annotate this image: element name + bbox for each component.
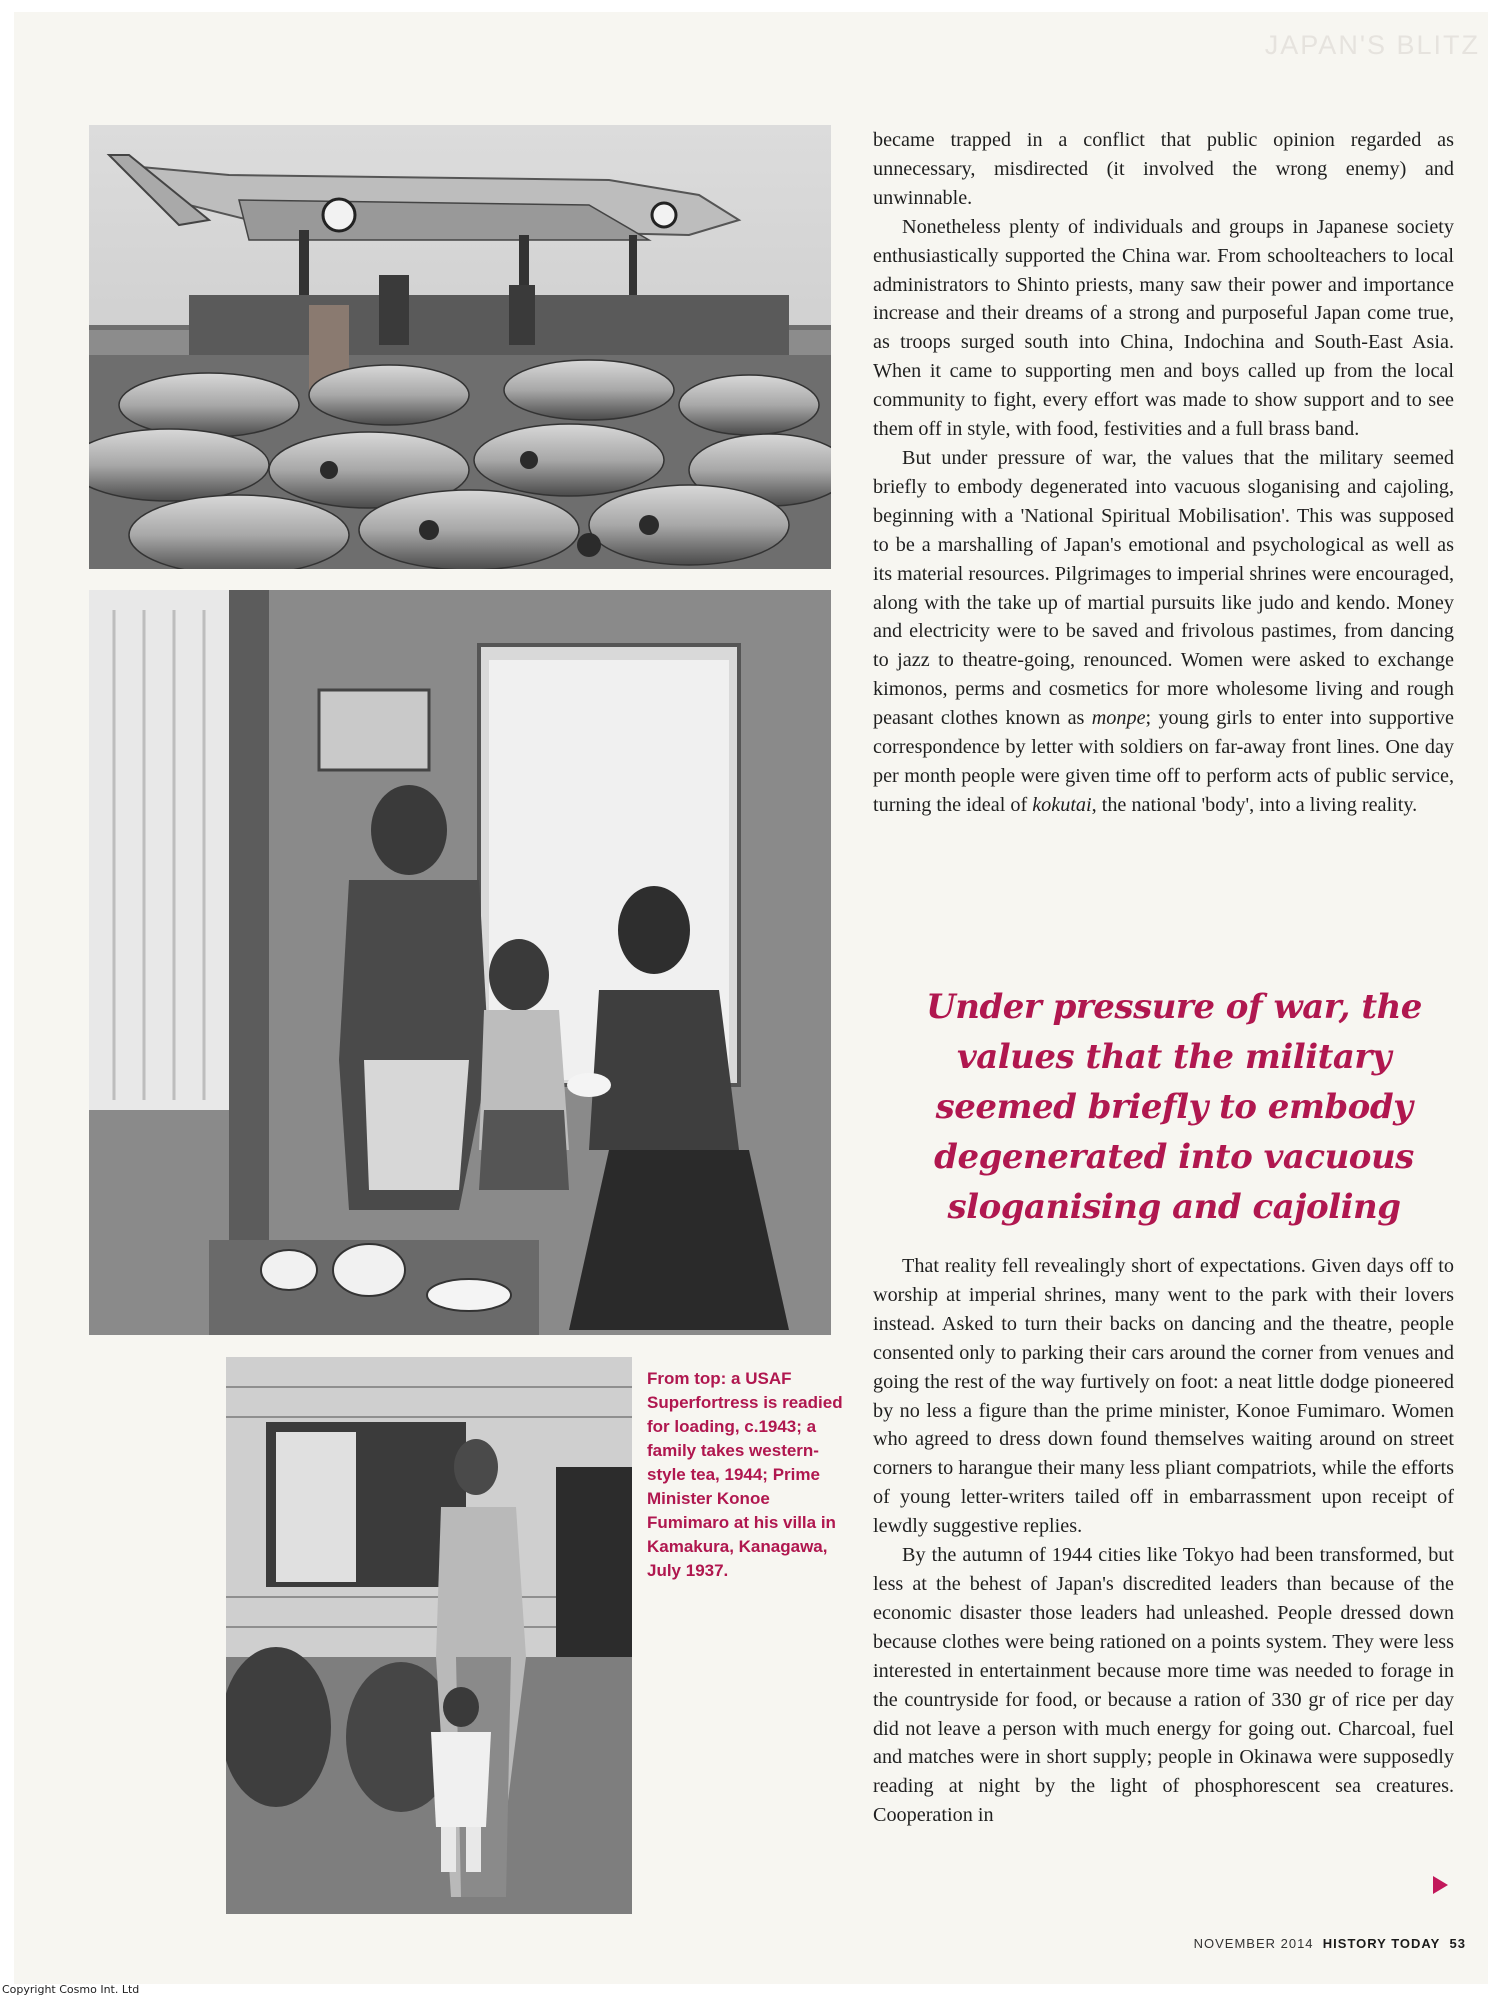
photo-caption: From top: a USAF Superfortress is readied for loading, c.1943; a family takes western-style tea, 1944; Prime Minister Konoe Fumimaro at his villa in Kamakura, Kanagawa, July 1937. [647, 1369, 843, 1580]
paragraph-1: became trapped in a conflict that public opinion regarded as unnecessary, misdirected (it involved the wrong enemy) and unwinnable. [873, 129, 1454, 209]
magazine-page [14, 12, 1488, 1984]
photo-konoe-fumimaro [226, 1357, 632, 1914]
paragraph-2: Nonetheless plenty of individuals and groups in Japanese society enthusiastically supported the China war. From schoolteachers to local administrators to Shinto priests, many saw their power and importance increase and their dreams of a strong and purposeful Japan come true, as troops surged south into China, Indochina and South-East Asia. When it came to supporting men and boys called up from the local community to fight, every effort was made to show support and to see them off in style, with food, festivities and a full brass band. [873, 215, 1454, 441]
konoe-image [226, 1357, 632, 1914]
page-footer [1194, 1936, 1466, 1951]
copyright-notice: Copyright Cosmo Int. Ltd [2, 1983, 140, 1996]
article-column-top [873, 126, 1454, 820]
article-column-bottom [873, 1252, 1454, 1830]
photo-family-tea [89, 590, 831, 1335]
paragraph-5: By the autumn of 1944 cities like Tokyo had been transformed, but less at the behest of Japan's discredited leaders than because of the economic disaster those leaders had unleashed. People dressed down because clothes were being rationed on a points system. They were less interested in entertainment because more time was needed to forage in the countryside for food, or because a ration of 330 gr of rice per day did not leave a person with much energy for going out. Charcoal, fuel and matches were in short supply; people in Okinawa were supposedly reading at night by the light of phosphorescent sea creatures. Cooperation in [873, 1544, 1454, 1827]
term-kokutai: kokutai [1032, 793, 1092, 816]
continue-arrow-icon [1433, 1876, 1448, 1894]
paragraph-3-part-3: , the national 'body', into a living reality. [1091, 793, 1418, 816]
paragraph-4: That reality fell revealingly short of expectations. Given days off to worship at imperial shrines, many went to the park with their lovers instead. Asked to turn their backs on dancing and the theatre, people consented only to parking their cars around the corner from venues and going the rest of the way furtively on foot: a neat little dodge pioneered by no less a figure than the prime minister, Konoe Fumimaro. Women who agreed to dress down found themselves waiting around on street corners to harangue their many less pliant compatriots, while the efforts of young letter-writers tailed off in embarrassment upon receipt of lewdly suggestive replies. [873, 1255, 1454, 1538]
superfortress-image [89, 125, 831, 569]
paragraph-3 [873, 444, 1454, 820]
term-monpe: monpe [1091, 707, 1146, 730]
photo-superfortress [89, 125, 831, 569]
pull-quote: Under pressure of war, the values that the military seemed briefly to embody degenerated into vacuous sloganising and cajoling [926, 987, 1422, 1227]
family-tea-image [89, 590, 831, 1335]
paragraph-3-part-2: ; young girls to enter into supportive correspondence by letter with soldiers on far-away front lines. One day per month people were given time off to perform acts of public service, turning the ideal of [873, 707, 1454, 816]
page-number: 53 [1449, 1936, 1466, 1951]
magazine-name: HISTORY TODAY [1322, 1936, 1441, 1951]
issue-date: NOVEMBER 2014 [1193, 1936, 1314, 1951]
running-header-ghost: JAPAN'S BLITZ [1264, 30, 1480, 60]
paragraph-3-part-1: But under pressure of war, the values that the military seemed briefly to embody degenerated into vacuous sloganising and cajoling, beginning with a 'National Spiritual Mobilisation'. This was supposed to be a marshalling of Japan's emotional and psychological as well as its material resources. Pilgrimages to imperial shrines were encouraged, along with the take up of martial pursuits like judo and kendo. Money and electricity were to be saved and frivolous pastimes, from dancing to jazz to theatre-going, renounced. Women were asked to exchange kimonos, perms and cosmetics for more wholesome living and rough peasant clothes known as [873, 446, 1454, 730]
